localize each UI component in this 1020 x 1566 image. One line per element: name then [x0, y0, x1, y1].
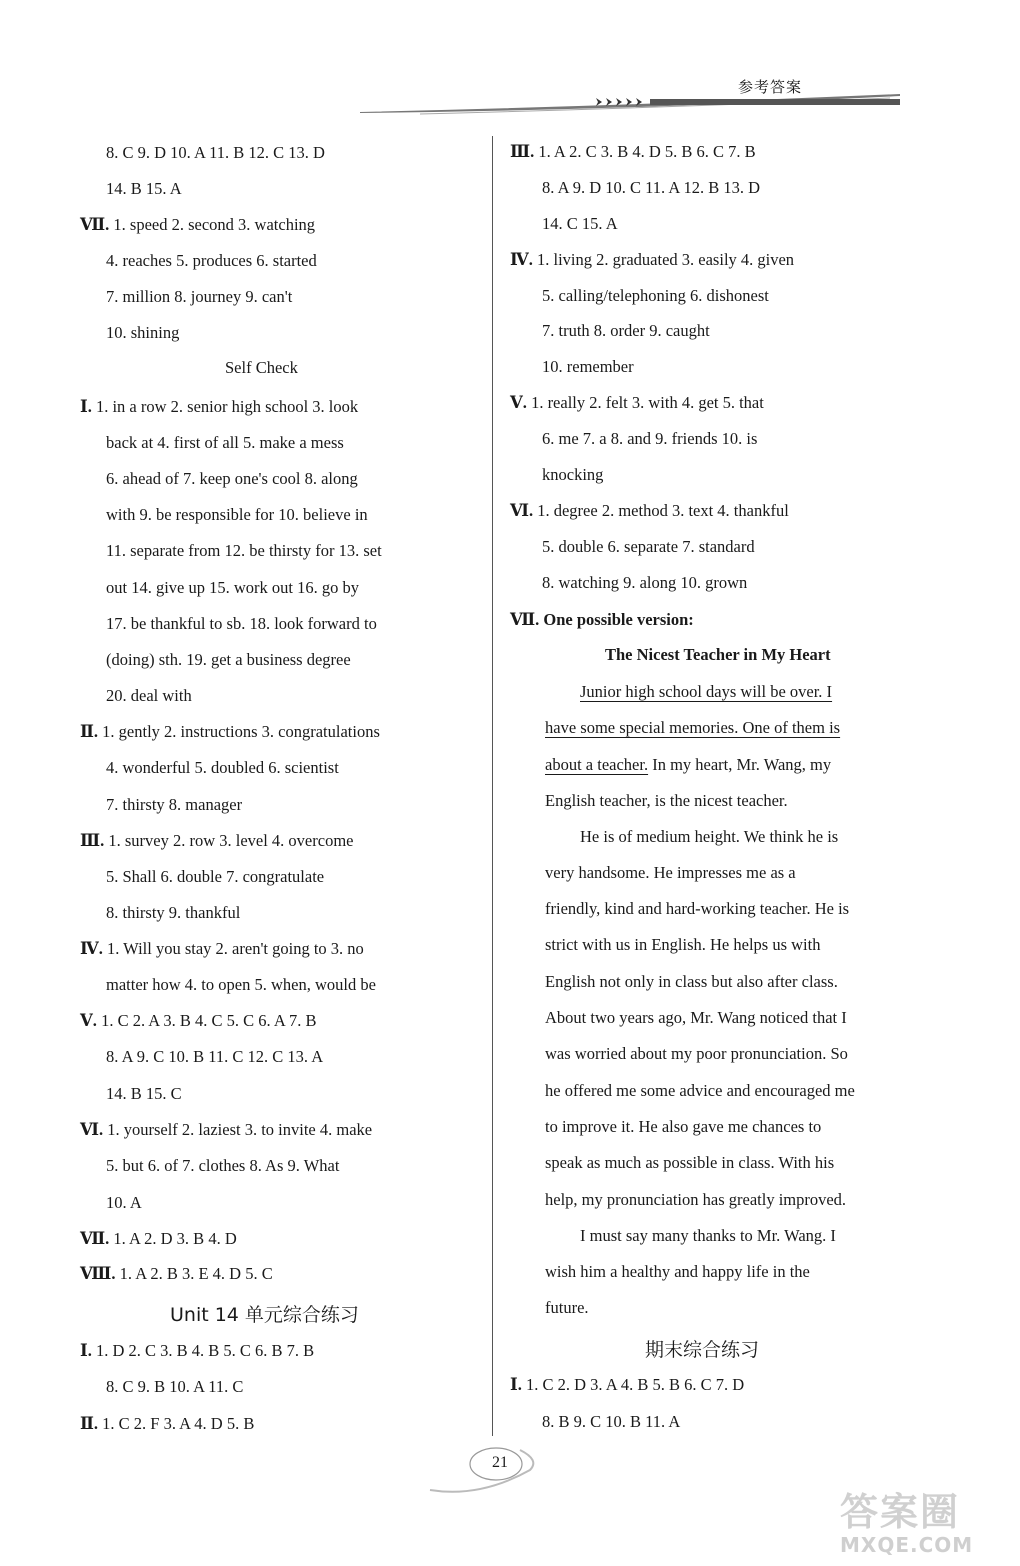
- essay-underlined-text: about a teacher.: [545, 755, 649, 774]
- section-iv: [80, 938, 364, 960]
- answer-line: 8. thirsty 9. thankful: [106, 903, 241, 922]
- watermark-top-text: 答案圈: [840, 1490, 961, 1534]
- answer-line: 5. double 6. separate 7. standard: [542, 537, 755, 556]
- answer-line: back at 4. first of all 5. make a mess: [106, 433, 344, 452]
- essay-line: Junior high school days will be over. I: [580, 682, 833, 701]
- answer-line: 20. deal with: [106, 686, 192, 705]
- answer-line: 4. wonderful 5. doubled 6. scientist: [106, 758, 339, 777]
- essay-line: About two years ago, Mr. Wang noticed that I: [545, 1008, 847, 1027]
- essay-line: he offered me some advice and encouraged me: [545, 1081, 855, 1100]
- essay-title: The Nicest Teacher in My Heart: [605, 645, 831, 664]
- essay-line: was worried about my poor pronunciation. So: [545, 1044, 848, 1063]
- answer-text: 1. D 2. C 3. B 4. B 5. C 6. B 7. B: [95, 1341, 315, 1360]
- answer-text: 1. speed 2. second 3. watching: [113, 215, 316, 234]
- essay-line: English not only in class but also after class.: [545, 972, 838, 991]
- essay-line: [545, 754, 831, 776]
- section-ii: [80, 1413, 254, 1435]
- watermark-logo: [840, 1490, 1010, 1560]
- answer-text: 1. really 2. felt 3. with 4. get 5. that: [531, 393, 764, 412]
- section-viii: [80, 1263, 273, 1285]
- answer-text: 1. yourself 2. laziest 3. to invite 4. make: [107, 1120, 373, 1139]
- section-vi: [80, 1119, 372, 1141]
- section-number: Ⅱ.: [80, 1414, 99, 1433]
- answer-line: 10. shining: [106, 323, 180, 342]
- answer-text: 1. in a row 2. senior high school 3. look: [95, 397, 359, 416]
- answer-line: (doing) sth. 19. get a business degree: [106, 650, 351, 669]
- answer-line: 8. C 9. D 10. A 11. B 12. C 13. D: [106, 143, 325, 162]
- section-iii: [510, 141, 756, 163]
- section-number: Ⅰ.: [80, 1341, 92, 1360]
- section-number: Ⅶ.: [80, 215, 110, 234]
- answer-text: 1. C 2. F 3. A 4. D 5. B: [102, 1414, 255, 1433]
- page-number: 21: [492, 1454, 508, 1471]
- answer-text: 1. Will you stay 2. aren't going to 3. no: [106, 939, 364, 958]
- answer-line: 8. A 9. D 10. C 11. A 12. B 13. D: [542, 178, 761, 197]
- essay-line: future.: [545, 1298, 589, 1317]
- heading-final-exercise: 期末综合练习: [645, 1339, 760, 1361]
- answer-line: knocking: [542, 465, 604, 484]
- section-i: [80, 1340, 314, 1362]
- answer-line: with 9. be responsible for 10. believe in: [106, 505, 368, 524]
- answer-line: 5. Shall 6. double 7. congratulate: [106, 867, 325, 886]
- section-vii: [510, 609, 694, 631]
- answer-line: 8. B 9. C 10. B 11. A: [542, 1412, 681, 1431]
- answer-text: 1. C 2. D 3. A 4. B 5. B 6. C 7. D: [525, 1375, 745, 1394]
- answer-line: 7. million 8. journey 9. can't: [106, 287, 293, 306]
- answer-line: 14. C 15. A: [542, 214, 618, 233]
- section-vii: [80, 1228, 237, 1250]
- section-number: Ⅳ.: [510, 250, 533, 269]
- section-number: Ⅲ.: [510, 142, 535, 161]
- section-v: [510, 392, 764, 414]
- section-v: [80, 1010, 317, 1032]
- essay-line: speak as much as possible in class. With his: [545, 1153, 835, 1172]
- header-swoosh-decoration: [360, 92, 900, 116]
- answer-line: out 14. give up 15. work out 16. go by: [106, 578, 359, 597]
- section-i: [510, 1374, 744, 1396]
- answer-text: One possible version:: [543, 610, 694, 629]
- answer-line: 6. me 7. a 8. and 9. friends 10. is: [542, 429, 758, 448]
- answer-text: 1. degree 2. method 3. text 4. thankful: [537, 501, 789, 520]
- section-number: Ⅷ.: [80, 1264, 116, 1283]
- answer-line: 5. calling/telephoning 6. dishonest: [542, 286, 769, 305]
- section-vi: [510, 500, 789, 522]
- page-header: [0, 0, 1020, 120]
- section-number: Ⅱ.: [80, 722, 99, 741]
- answer-line: 4. reaches 5. produces 6. started: [106, 251, 317, 270]
- section-number: Ⅵ.: [80, 1120, 104, 1139]
- section-number: Ⅳ.: [80, 939, 103, 958]
- answer-text: 1. gently 2. instructions 3. congratulations: [102, 722, 380, 741]
- section-iii: [80, 830, 353, 852]
- section-number: Ⅶ.: [80, 1229, 110, 1248]
- answer-line: 17. be thankful to sb. 18. look forward to: [106, 614, 377, 633]
- essay-line: friendly, kind and hard-working teacher. He is: [545, 899, 850, 918]
- section-number: Ⅴ.: [80, 1011, 97, 1030]
- answer-text: 1. survey 2. row 3. level 4. overcome: [108, 831, 354, 850]
- answer-line: 10. A: [106, 1193, 142, 1212]
- answer-line: 10. remember: [542, 357, 634, 376]
- answer-line: 14. B 15. A: [106, 179, 182, 198]
- section-i: [80, 396, 358, 418]
- answer-line: matter how 4. to open 5. when, would be: [106, 975, 376, 994]
- answer-text: 1. A 2. B 3. E 4. D 5. C: [119, 1264, 273, 1283]
- answer-line: 7. thirsty 8. manager: [106, 795, 243, 814]
- answer-line: 8. C 9. B 10. A 11. C: [106, 1377, 244, 1396]
- section-number: Ⅴ.: [510, 393, 527, 412]
- essay-line: very handsome. He impresses me as a: [545, 863, 796, 882]
- essay-line: help, my pronunciation has greatly improved.: [545, 1190, 847, 1209]
- answer-text: 1. C 2. A 3. B 4. C 5. C 6. A 7. B: [101, 1011, 317, 1030]
- section-number: Ⅰ.: [80, 397, 92, 416]
- answer-line: 11. separate from 12. be thirsty for 13. set: [106, 541, 382, 560]
- essay-line: He is of medium height. We think he is: [580, 827, 839, 846]
- watermark-bottom-text: MXQE.COM: [840, 1533, 974, 1557]
- section-number: Ⅰ.: [510, 1375, 522, 1394]
- answer-line: 8. watching 9. along 10. grown: [542, 573, 748, 592]
- answer-line: 14. B 15. C: [106, 1084, 182, 1103]
- header-title: 参考答案: [738, 78, 803, 96]
- essay-line: I must say many thanks to Mr. Wang. I: [580, 1226, 836, 1245]
- answer-line: 5. but 6. of 7. clothes 8. As 9. What: [106, 1156, 340, 1175]
- section-ii: [80, 721, 380, 743]
- answer-text: 1. A 2. D 3. B 4. D: [113, 1229, 237, 1248]
- heading-unit-14: Unit 14 单元综合练习: [170, 1304, 359, 1326]
- heading-self-check: Self Check: [225, 358, 298, 377]
- answer-text: 1. A 2. C 3. B 4. D 5. B 6. C 7. B: [538, 142, 756, 161]
- section-iv: [510, 249, 794, 271]
- essay-line: English teacher, is the nicest teacher.: [545, 791, 788, 810]
- section-number: Ⅵ.: [510, 501, 534, 520]
- answer-line: 7. truth 8. order 9. caught: [542, 321, 710, 340]
- section-vii: [80, 214, 315, 236]
- essay-line: strict with us in English. He helps us with: [545, 935, 821, 954]
- answer-text: 1. living 2. graduated 3. easily 4. given: [536, 250, 795, 269]
- answer-line: 8. A 9. C 10. B 11. C 12. C 13. A: [106, 1047, 324, 1066]
- essay-line: wish him a healthy and happy life in the: [545, 1262, 810, 1281]
- essay-text: In my heart, Mr. Wang, my: [648, 755, 832, 774]
- section-number: Ⅶ.: [510, 610, 540, 629]
- section-number: Ⅲ.: [80, 831, 105, 850]
- essay-line: to improve it. He also gave me chances to: [545, 1117, 822, 1136]
- essay-line: have some special memories. One of them is: [545, 718, 841, 737]
- answer-line: 6. ahead of 7. keep one's cool 8. along: [106, 469, 358, 488]
- column-divider: [492, 136, 493, 1436]
